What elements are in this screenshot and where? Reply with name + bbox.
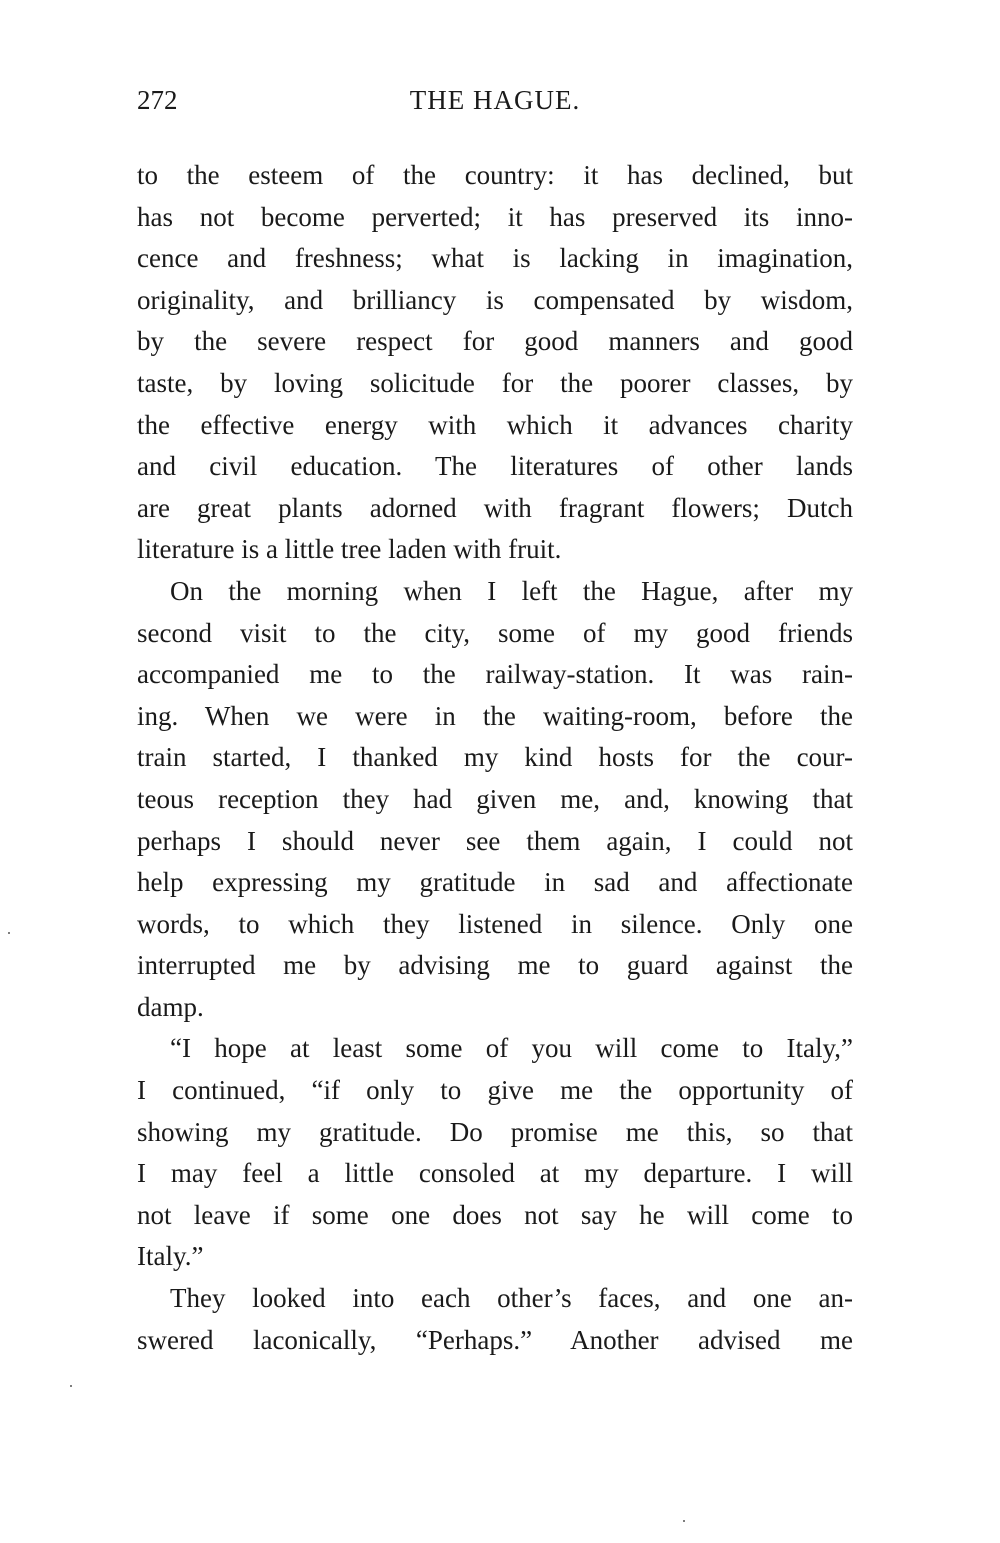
running-head: [137, 80, 853, 120]
scan-speck: [70, 1385, 72, 1387]
text-line: Italy.”: [137, 1241, 204, 1272]
text-line: has not become perverted; it has preserved its inno-: [137, 201, 853, 232]
text-line: second visit to the city, some of my good friends: [137, 617, 853, 648]
text-line: I may feel a little consoled at my departure. I will: [137, 1158, 853, 1189]
paragraph: [137, 1278, 853, 1361]
page-number: 272: [137, 85, 178, 115]
text-line: teous reception they had given me, and, knowing that: [137, 783, 853, 814]
text-line: the effective energy with which it advances charity: [137, 409, 853, 440]
text-line: cence and freshness; what is lacking in imagination,: [137, 243, 853, 274]
running-title: THE HAGUE.: [409, 85, 581, 115]
text-line: not leave if some one does not say he will come to: [137, 1199, 853, 1230]
scan-speck: [683, 1520, 685, 1522]
text-line: swered laconically, “Perhaps.” Another advised me: [137, 1324, 853, 1355]
text-line: interrupted me by advising me to guard against the: [137, 950, 853, 981]
text-line: On the morning when I left the Hague, after my: [170, 575, 853, 606]
text-line: help expressing my gratitude in sad and affectionate: [137, 867, 853, 898]
text-line: and civil education. The literatures of other lands: [137, 451, 853, 482]
scan-speck: [8, 932, 10, 934]
text-line: “I hope at least some of you will come to Italy,”: [170, 1033, 853, 1064]
body-text: [137, 155, 853, 1361]
text-line: are great plants adorned with fragrant flowers; Dutch: [137, 492, 853, 523]
paragraph: [137, 1028, 853, 1278]
text-line: words, to which they listened in silence. Only one: [137, 908, 853, 939]
text-line: damp.: [137, 991, 204, 1022]
text-line: train started, I thanked my kind hosts for the cour-: [137, 742, 853, 773]
text-line: They looked into each other’s faces, and one an-: [170, 1283, 853, 1314]
paragraph: [137, 155, 853, 571]
text-line: I continued, “if only to give me the opportunity of: [137, 1075, 853, 1106]
paragraph: [137, 571, 853, 1029]
text-line: perhaps I should never see them again, I could not: [137, 825, 853, 856]
text-line: originality, and brilliancy is compensated by wisdom,: [137, 284, 853, 315]
text-line: ing. When we were in the waiting-room, before the: [137, 700, 853, 731]
text-line: accompanied me to the railway-station. It was rain-: [137, 659, 853, 690]
text-line: literature is a little tree laden with fruit.: [137, 534, 562, 565]
text-line: by the severe respect for good manners and good: [137, 326, 853, 357]
text-line: to the esteem of the country: it has declined, but: [137, 160, 853, 190]
text-line: taste, by loving solicitude for the poorer classes, by: [137, 367, 853, 398]
text-line: showing my gratitude. Do promise me this, so that: [137, 1116, 853, 1147]
